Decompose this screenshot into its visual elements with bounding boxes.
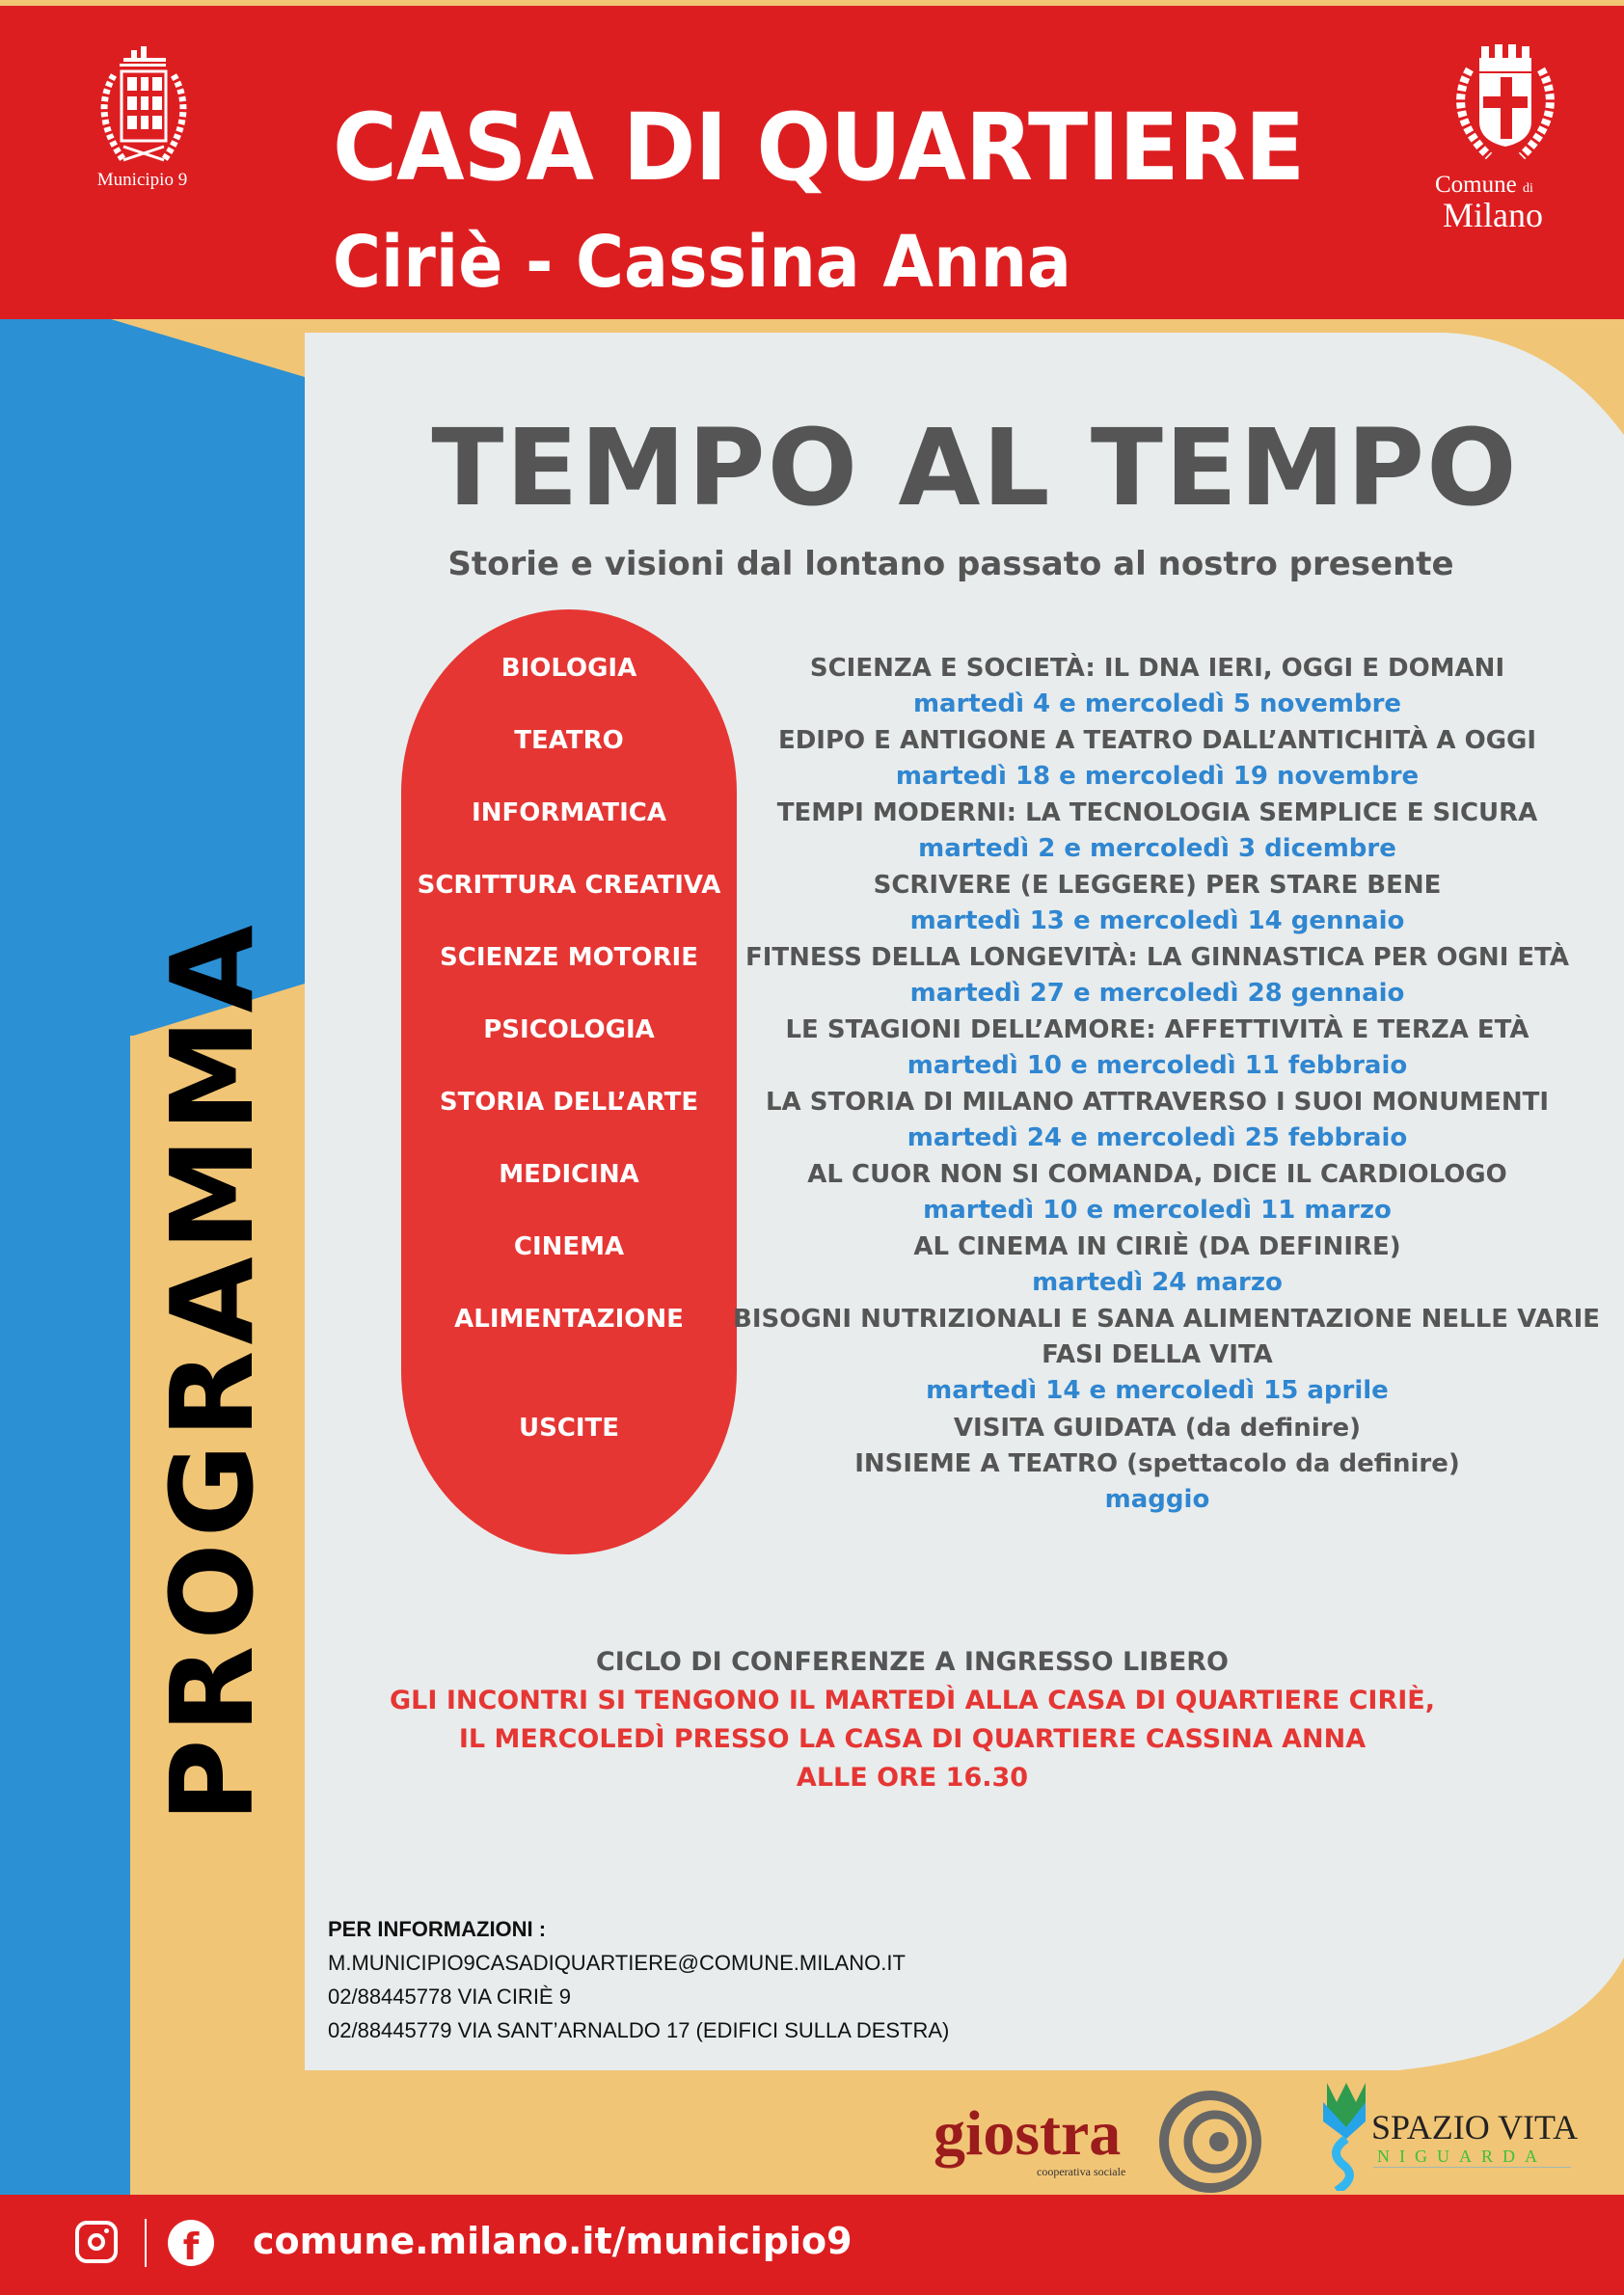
note-wednesday-location: IL MERCOLEDÌ PRESSO LA CASA DI QUARTIERE CASSINA ANNA <box>458 1724 1367 1754</box>
spazio-vita-underline <box>1373 2167 1571 2168</box>
event-date: martedì 18 e mercoledì 19 novembre <box>895 762 1420 791</box>
comune-logo-line1: Comune di <box>1435 172 1533 198</box>
info-email[interactable]: M.MUNICIPIO9CASADIQUARTIERE@COMUNE.MILANO.IT <box>328 1951 906 1975</box>
event-title: SCIENZA E SOCIETÀ: IL DNA IERI, OGGI E DOMANI <box>809 654 1505 683</box>
header-subtitle: Ciriè - Cassina Anna <box>333 221 1072 304</box>
category-label: SCRITTURA CREATIVA <box>417 871 721 900</box>
category-label: USCITE <box>518 1414 620 1443</box>
info-phone-cassina: 02/88445779 VIA SANT’ARNALDO 17 (EDIFICI SULLA DESTRA) <box>328 2018 950 2042</box>
event-date: martedì 14 e mercoledì 15 aprile <box>926 1376 1389 1405</box>
instagram-icon[interactable] <box>75 2221 118 2263</box>
giostra-spiral-icon <box>1157 2089 1263 2195</box>
category-label: BIOLOGIA <box>501 654 637 683</box>
program-title: TEMPO AL TEMPO <box>431 406 1519 529</box>
event-date: martedì 10 e mercoledì 11 febbraio <box>907 1051 1408 1080</box>
event-title: FITNESS DELLA LONGEVITÀ: LA GINNASTICA PER OGNI ETÀ <box>744 943 1570 972</box>
event-date: maggio <box>1104 1485 1210 1514</box>
municipio-logo-label: Municipio 9 <box>96 170 188 190</box>
giostra-logo: giostra <box>934 2098 1122 2169</box>
event-title: LA STORIA DI MILANO ATTRAVERSO I SUOI MONUMENTI <box>765 1088 1549 1117</box>
category-label: TEATRO <box>514 726 624 755</box>
category-label: MEDICINA <box>499 1160 639 1189</box>
note-free-entry: CICLO DI CONFERENZE A INGRESSO LIBERO <box>595 1647 1229 1677</box>
event-title: AL CUOR NON SI COMANDA, DICE IL CARDIOLOGO <box>807 1160 1507 1189</box>
spazio-vita-subtitle: NIGUARDA <box>1377 2146 1547 2166</box>
spazio-vita-title: SPAZIO VITA <box>1371 2108 1579 2146</box>
event-title: AL CINEMA IN CIRIÈ (DA DEFINIRE) <box>913 1232 1401 1261</box>
category-label: CINEMA <box>513 1232 625 1261</box>
programma-vertical-label: PROGRAMMA <box>146 919 279 1822</box>
category-label: INFORMATICA <box>472 798 666 827</box>
event-title: BISOGNI NUTRIZIONALI E SANA ALIMENTAZIONE NELLE VARIE <box>733 1305 1601 1334</box>
panel-bottom-curve <box>1350 1958 1624 2071</box>
program-subtitle: Storie e visioni dal lontano passato al nostro presente <box>447 545 1454 583</box>
note-tuesday-location: GLI INCONTRI SI TENGONO IL MARTEDÌ ALLA CASA DI QUARTIERE CIRIÈ, <box>390 1686 1435 1715</box>
giostra-subtitle: cooperativa sociale <box>1037 2165 1126 2178</box>
footer-divider <box>145 2219 147 2267</box>
category-label: SCIENZE MOTORIE <box>440 943 698 972</box>
event-date: martedì 27 e mercoledì 28 gennaio <box>909 979 1405 1008</box>
event-title: EDIPO E ANTIGONE A TEATRO DALL’ANTICHITÀ A OGGI <box>777 726 1537 755</box>
event-date: martedì 2 e mercoledì 3 dicembre <box>918 834 1396 863</box>
event-date: martedì 10 e mercoledì 11 marzo <box>923 1196 1392 1225</box>
event-date: martedì 24 marzo <box>1032 1268 1283 1297</box>
info-heading: PER INFORMAZIONI : <box>328 1917 547 1941</box>
event-title: LE STAGIONI DELL’AMORE: AFFETTIVITÀ E TERZA ETÀ <box>785 1015 1529 1044</box>
event-date: martedì 4 e mercoledì 5 novembre <box>912 689 1402 718</box>
footer-website-link[interactable]: comune.milano.it/municipio9 <box>253 2220 853 2262</box>
event-title-line2: INSIEME A TEATRO (spettacolo da definire) <box>854 1449 1460 1478</box>
category-label: PSICOLOGIA <box>483 1015 655 1044</box>
event-date: martedì 13 e mercoledì 14 gennaio <box>909 906 1405 935</box>
header-title: CASA DI QUARTIERE <box>333 94 1305 202</box>
info-phone-cirie: 02/88445778 VIA CIRIÈ 9 <box>328 1984 571 2009</box>
event-title: VISITA GUIDATA (da definire) <box>953 1414 1362 1443</box>
facebook-icon[interactable]: f <box>168 2220 214 2266</box>
category-label: ALIMENTAZIONE <box>454 1305 684 1334</box>
event-title-line2: FASI DELLA VITA <box>1042 1340 1273 1369</box>
note-time: ALLE ORE 16.30 <box>796 1763 1029 1793</box>
event-date: martedì 24 e mercoledì 25 febbraio <box>907 1123 1408 1152</box>
comune-logo-line2: Milano <box>1443 196 1543 234</box>
event-title: SCRIVERE (E LEGGERE) PER STARE BENE <box>873 871 1442 900</box>
decorative-wedge <box>0 319 305 387</box>
comune-milano-crest-icon <box>1441 40 1566 166</box>
category-label: STORIA DELL’ARTE <box>439 1088 699 1117</box>
event-title: TEMPI MODERNI: LA TECNOLOGIA SEMPLICE E SICURA <box>776 798 1538 827</box>
